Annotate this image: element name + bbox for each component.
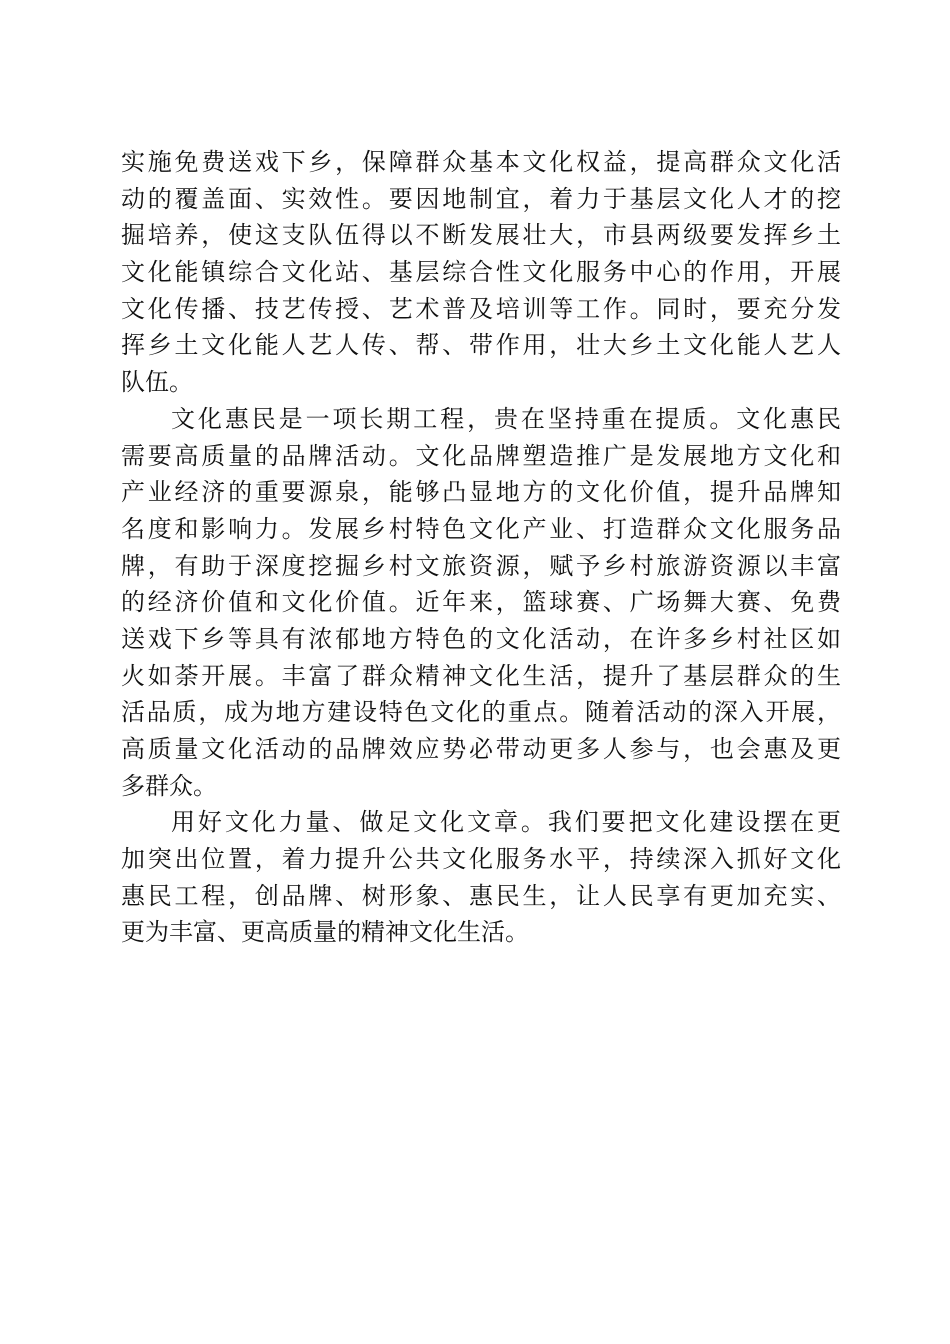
text-line: 队伍。: [121, 368, 193, 397]
text-line: 文化能镇综合文化站、基层综合性文化服务中心的作用，开展: [121, 258, 841, 287]
paragraph-3: [121, 804, 841, 951]
text-line: 送戏下乡等具有浓郁地方特色的文化活动，在许多乡村社区如: [121, 624, 841, 653]
text-line: 掘培养，使这支队伍得以不断发展壮大，市县两级要发挥乡土: [121, 221, 841, 250]
paragraph-1: [121, 144, 841, 401]
paragraph-2: [121, 401, 841, 805]
text-line: 文化传播、技艺传授、艺术普及培训等工作。同时，要充分发: [121, 294, 841, 323]
text-line: 高质量文化活动的品牌效应势必带动更多人参与，也会惠及更: [121, 735, 841, 763]
text-line: 用好文化力量、做足文化文章。我们要把文化建设摆在更: [171, 808, 841, 837]
text-line: 多群众。: [121, 771, 217, 800]
text-line: 动的覆盖面、实效性。要因地制宜，着力于基层文化人才的挖: [121, 184, 841, 213]
text-line: 实施免费送戏下乡，保障群众基本文化权益，提高群众文化活: [121, 148, 841, 176]
text-line: 加突出位置，着力提升公共文化服务水平，持续深入抓好文化: [121, 845, 841, 874]
text-line: 文化惠民是一项长期工程，贵在坚持重在提质。文化惠民: [171, 404, 841, 433]
text-line: 惠民工程，创品牌、树形象、惠民生，让人民享有更加充实、: [121, 881, 841, 910]
text-line: 更为丰富、更高质量的精神文化生活。: [121, 918, 529, 947]
text-line: 产业经济的重要源泉，能够凸显地方的文化价值，提升品牌知: [121, 478, 841, 507]
text-line: 火如荼开展。丰富了群众精神文化生活，提升了基层群众的生: [121, 661, 841, 690]
text-line: 挥乡土文化能人艺人传、帮、带作用，壮大乡土文化能人艺人: [121, 331, 841, 360]
document-body: [121, 144, 841, 951]
text-line: 牌，有助于深度挖掘乡村文旅资源，赋予乡村旅游资源以丰富: [121, 551, 841, 580]
text-line: 的经济价值和文化价值。近年来，篮球赛、广场舞大赛、免费: [121, 588, 841, 617]
text-line: 名度和影响力。发展乡村特色文化产业、打造群众文化服务品: [121, 514, 841, 543]
text-line: 需要高质量的品牌活动。文化品牌塑造推广是发展地方文化和: [121, 441, 841, 470]
text-line: 活品质，成为地方建设特色文化的重点。随着活动的深入开展，: [121, 698, 841, 727]
